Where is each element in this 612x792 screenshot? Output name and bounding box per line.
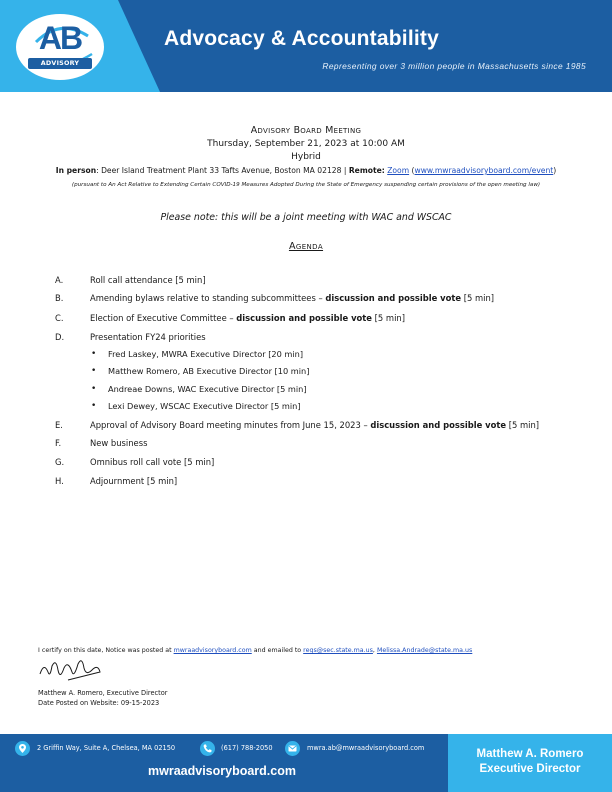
agenda-heading (0, 241, 612, 252)
agenda-letter: B. (55, 293, 64, 303)
logo-subtitle: ADVISORY BOARD (28, 58, 92, 69)
bullet: • (91, 349, 97, 359)
email-link-regs[interactable]: regs@sec.state.ma.us (303, 647, 373, 654)
agenda-text-post: [5 min] (461, 293, 495, 303)
agenda-subitem (0, 384, 612, 398)
footer-email[interactable]: mwra.ab@mwraadvisoryboard.com (307, 744, 425, 752)
email-icon (285, 741, 300, 756)
agenda-text: Adjournment [5 min] (90, 476, 178, 486)
agenda-text-pre: Amending bylaws relative to standing subcommittees – (90, 293, 326, 303)
agenda-text-pre: Election of Executive Committee – (90, 313, 237, 323)
logo-letters: AB (38, 20, 82, 56)
email-link-andrade[interactable]: Melissa.Andrade@state.ma.us (376, 647, 473, 654)
bullet: • (91, 384, 97, 394)
agenda-subitem (0, 401, 612, 415)
footer-address: 2 Griffin Way, Suite A, Chelsea, MA 02150 (37, 744, 176, 752)
meeting-mode: Hybrid (291, 152, 321, 162)
cert-pre: I certify on this date, Notice was posted at (38, 647, 174, 654)
agenda-letter: E. (55, 420, 63, 430)
agenda-item-a (0, 275, 612, 289)
location-pin-glyph (15, 741, 30, 756)
agenda-subitem (0, 349, 612, 363)
location-icon (15, 741, 30, 756)
footer-contact-role: Executive Director (479, 763, 581, 775)
agenda-text: Omnibus roll call vote [5 min] (90, 457, 215, 467)
page-title: Advocacy & Accountability (164, 27, 439, 50)
agenda-text-bold: discussion and possible vote (325, 293, 462, 303)
remote-url-open: ( (409, 166, 415, 175)
meeting-date: Thursday, September 21, 2023 at 10:00 AM (207, 139, 405, 149)
subitem-text: Andreae Downs, WAC Executive Director [5 min] (108, 384, 307, 394)
cert-mid: and emailed to (251, 647, 304, 654)
remote-label: Remote: (348, 166, 385, 175)
agenda-letter: F. (55, 438, 62, 448)
site-link[interactable]: mwraadvisoryboard.com (173, 647, 252, 654)
subitem-text: Lexi Dewey, WSCAC Executive Director [5 min] (108, 401, 301, 411)
agenda-item-h (0, 476, 612, 490)
footer-contact-name: Matthew A. Romero (476, 748, 584, 760)
agenda-text-bold: discussion and possible vote (370, 420, 507, 430)
agenda-item-f (0, 438, 612, 452)
agenda-letter: G. (55, 457, 65, 467)
meeting-title: Advisory Board Meeting (250, 125, 362, 136)
in-person-label: In person (55, 166, 97, 175)
subitem-text: Fred Laskey, MWRA Executive Director [20 min] (108, 349, 304, 359)
agenda-item-e (0, 420, 612, 434)
pursuant-note: (pursuant to An Act Relative to Extending Certain COVID-19 Measures Adopted During the State of Emergency suspending certain provisions of the open meeting law) (71, 182, 541, 188)
bullet: • (91, 366, 97, 376)
agenda-letter: C. (55, 313, 64, 323)
meeting-location (0, 166, 612, 175)
agenda-text: Presentation FY24 priorities (90, 332, 206, 342)
date-posted: Date Posted on Website: 09-15-2023 (38, 699, 160, 707)
agenda-text (90, 293, 494, 303)
agenda-text: New business (90, 438, 148, 448)
agenda-text-bold: discussion and possible vote (236, 313, 372, 323)
cert-sep: , (372, 647, 377, 654)
agenda-heading-text: Agenda (288, 241, 324, 252)
tagline: Representing over 3 million people in Massachusetts since 1985 (322, 61, 586, 71)
agenda-text (90, 313, 405, 323)
footer-contact (448, 747, 612, 777)
signer-name: Matthew A. Romero, Executive Director (38, 689, 168, 697)
zoom-link[interactable]: Zoom (387, 166, 410, 175)
agenda-item-d (0, 332, 612, 346)
agenda-item-b (0, 293, 612, 307)
phone-icon (200, 741, 215, 756)
certification-statement (38, 647, 472, 654)
agenda-text-post: [5 min] (506, 420, 540, 430)
agenda-letter: D. (55, 332, 65, 342)
remote-url-close: ) (553, 166, 557, 175)
advisory-board-logo (16, 14, 104, 80)
signature (38, 654, 108, 686)
agenda-letter: A. (55, 275, 64, 285)
agenda-item-g (0, 457, 612, 471)
subitem-text: Matthew Romero, AB Executive Director [10 min] (108, 366, 310, 376)
agenda-letter: H. (55, 476, 64, 486)
bullet: • (91, 401, 97, 411)
agenda-item-c (0, 313, 612, 327)
agenda-text (90, 420, 539, 430)
in-person-address: : Deer Island Treatment Plant 33 Tafts Avenue, Boston MA 02128 | (96, 166, 349, 175)
footer-phone: (617) 788-2050 (221, 744, 273, 752)
event-url-link[interactable]: www.mwraadvisoryboard.com/event (414, 166, 554, 175)
agenda-subitem (0, 366, 612, 380)
joint-meeting-note: Please note: this will be a joint meeting with WAC and WSCAC (160, 212, 452, 223)
agenda-text: Roll call attendance [5 min] (90, 275, 206, 285)
footer-website[interactable]: mwraadvisoryboard.com (148, 764, 296, 778)
phone-glyph (200, 741, 215, 756)
envelope-glyph (285, 741, 300, 756)
agenda-text-pre: Approval of Advisory Board meeting minutes from June 15, 2023 – (90, 420, 371, 430)
agenda-text-post: [5 min] (372, 313, 405, 323)
